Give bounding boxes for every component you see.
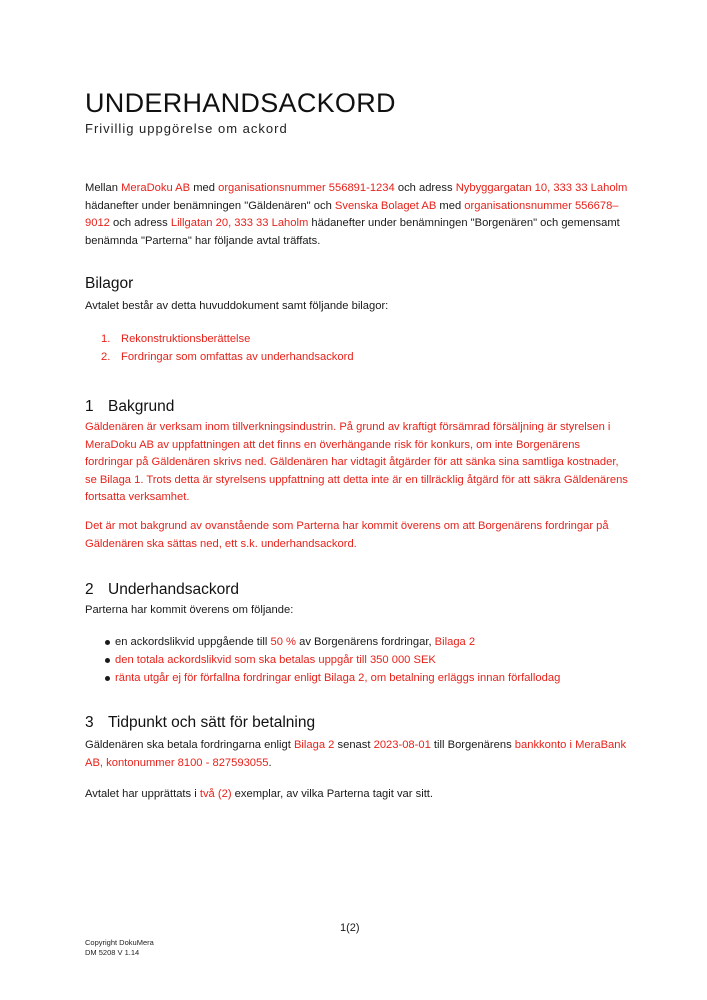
section-2-heading: 2 Underhandsackord <box>85 581 239 598</box>
section-3-paragraph: Gäldenären ska betala fordringarna enligt Bilaga 2 senast 2023-08-01 till Borgenärens bankkonto i MeraBank AB, kontonummer 8100 - 827593055. <box>85 739 627 769</box>
intro-paragraph: Mellan MeraDoku AB med organisationsnummer 556891-1234 och adress Nybyggargatan 10, 333 33 Laholm hädanefter under benämningen "Gäldenären" och Svenska Bolaget AB med organisationsnummer 556678–9012 och adress Lillgatan 20, 333 33 Laholm hädanefter under benämningen "Borgenären" och gemensamt benämnda "Parterna" har följande avtal träffats. <box>85 182 628 247</box>
bullet-icon <box>105 640 110 645</box>
agreement-points <box>85 633 560 687</box>
list-item: ränta utgår ej för förfallna fordringar enligt Bilaga 2, om betalning erläggs innan förfallodag <box>85 669 560 687</box>
list-item: 1. Rekonstruktionsberättelse <box>101 333 251 345</box>
debtor-name: MeraDoku AB <box>121 182 191 194</box>
bilagor-text: Avtalet består av detta huvuddokument samt följande bilagor: <box>85 300 389 312</box>
page-number: 1(2) <box>340 922 360 934</box>
bullet-icon <box>105 658 110 663</box>
page-title: UNDERHANDSACKORD <box>85 88 396 118</box>
list-item: 2. Fordringar som omfattas av underhandsackord <box>101 351 354 363</box>
list-item: en ackordslikvid uppgående till 50 % av Borgenärens fordringar, Bilaga 2 <box>85 633 560 651</box>
creditor-address: Lillgatan 20, 333 33 Laholm <box>170 217 309 229</box>
bullet-icon <box>105 676 110 681</box>
copies-paragraph: Avtalet har upprättats i två (2) exemplar, av vilka Parterna tagit var sitt. <box>85 788 434 800</box>
footer <box>85 938 154 958</box>
page-subtitle: Frivillig uppgörelse om ackord <box>85 121 288 136</box>
section-2-text: Parterna har kommit överens om följande: <box>85 604 294 616</box>
bilagor-heading: Bilagor <box>85 275 134 292</box>
section-3-heading: 3 Tidpunkt och sätt för betalning <box>85 714 316 731</box>
creditor-name: Svenska Bolaget AB <box>334 199 437 212</box>
section-1-paragraph-2: Det är mot bakgrund av ovanstående som Parterna har kommit överens om att Borgenärens fordringar på Gäldenären ska sättas ned, ett s.k. underhandsackord. <box>85 520 609 550</box>
bilagor-list <box>85 330 354 366</box>
footer-version: DM 5208 V 1.14 <box>85 948 140 957</box>
creditor-orgnr: organisationsnummer 556678–9012 <box>85 199 619 229</box>
section-1-heading: 1 Bakgrund <box>85 398 175 415</box>
debtor-orgnr: organisationsnummer 556891-1234 <box>218 182 395 194</box>
section-1-paragraph-1: Gäldenären är verksam inom tillverkningsindustrin. På grund av kraftigt försämrad försäljning är styrelsen i MeraDoku AB av uppfattningen att det finns en överhängande risk för konkurs, om inte Borgenärens fordringar på Gäldenären skrivs ned. Gäldenären har vidtagit åtgärder för att sänka sina samtliga kostnader, se Bilaga 1. Trots detta är styrelsens uppfattning att detta inte är en tillräcklig åtgärd för att säkra Gäldenärens fortsatta verksamhet. <box>85 421 628 503</box>
footer-copyright: Copyright DokuMera <box>85 938 154 947</box>
list-item: den totala ackordslikvid som ska betalas uppgår till 350 000 SEK <box>85 651 560 669</box>
debtor-address: Nybyggargatan 10, 333 33 Laholm <box>455 182 628 194</box>
